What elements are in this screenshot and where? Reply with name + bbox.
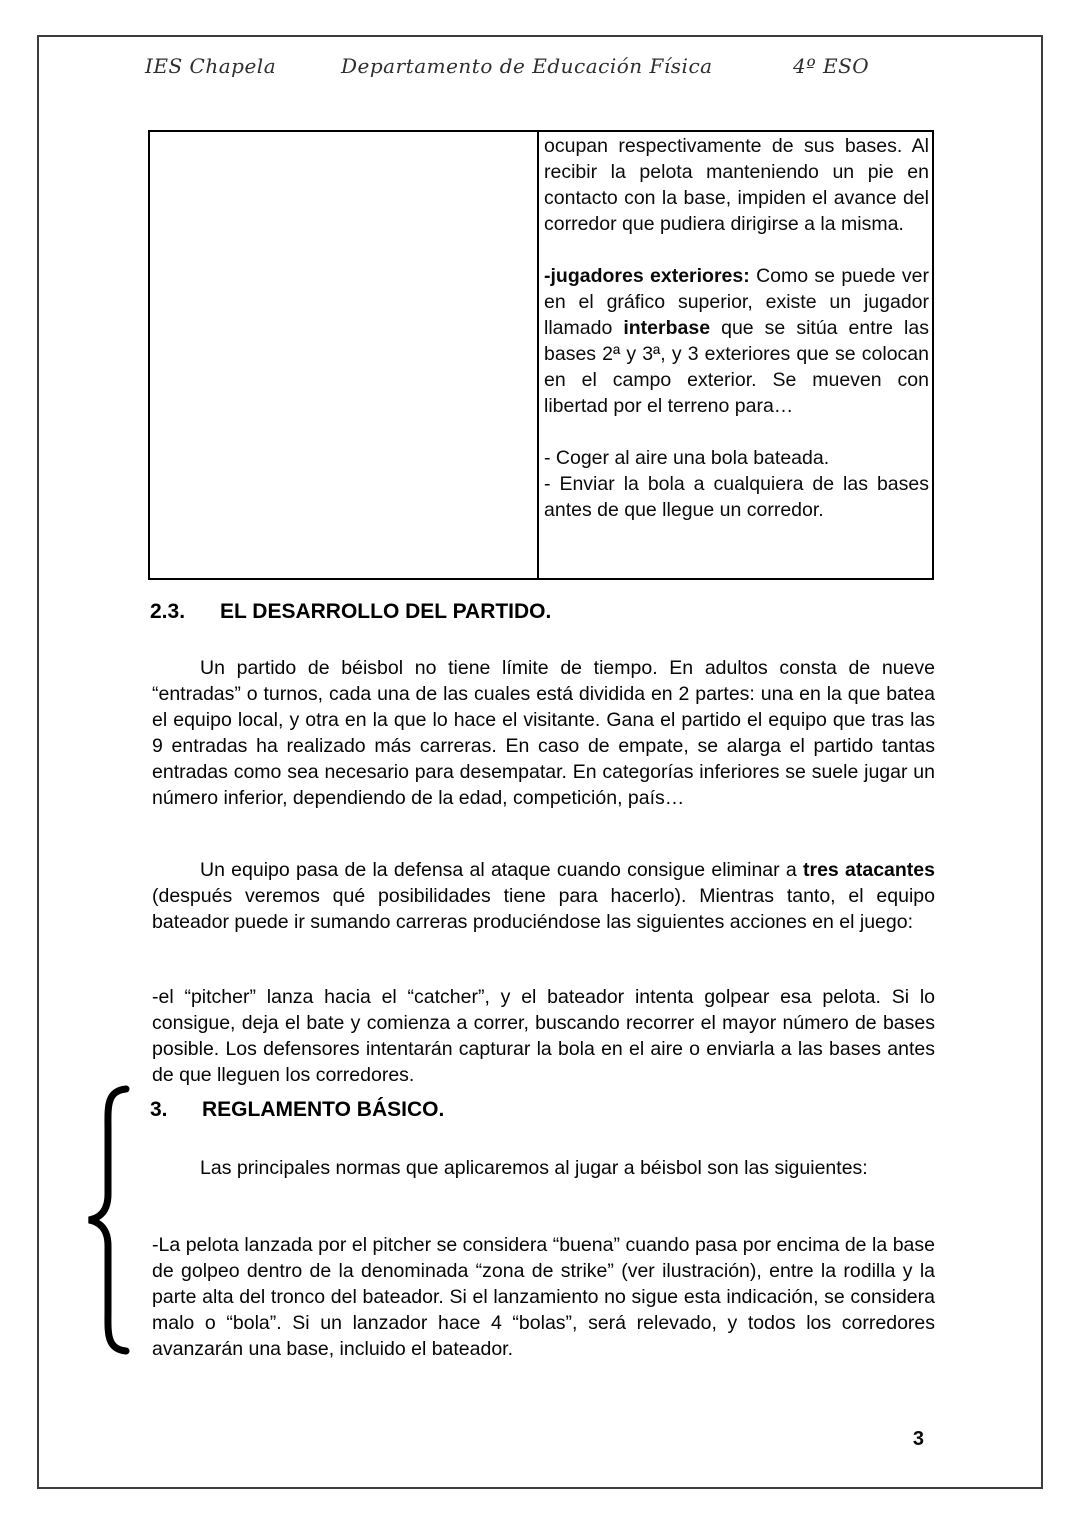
table-cell-left-empty [150,132,539,578]
section-title: EL DESARROLLO DEL PARTIDO. [220,600,552,623]
header-grade: 4º ESO [793,54,870,78]
section-heading-2-3 [150,600,551,624]
paragraph-pitcher-catcher: -el “pitcher” lanza hacia el “catcher”, y el bateador intenta golpear esa pelota. Si lo consigue, deja el bate y comienza a correr, buscando recorrer el mayor número de bases posible. Los defensores intentarán capturar la bola en el aire o enviarla a las bases antes de que lleguen los corredores. [152,986,935,1086]
page-number: 3 [912,1428,924,1450]
table-paragraph-exteriores: -jugadores exteriores: Como se puede ver en el gráfico superior, existe un jugador llamado interbase que se sitúa entre las bases 2ª y 3ª, y 3 exteriores que se colocan en el campo exterior. Se mueven con libertad por el terreno para… [544,265,929,417]
table-paragraph-bases: ocupan respectivamente de sus bases. Al recibir la pelota manteniendo un pie en contacto con la base, impiden el avance del corredor que pudiera dirigirse a la misma. [544,135,929,235]
bold-tres-atacantes: tres atacantes [803,859,935,881]
content-table [148,130,934,580]
section-heading-3 [150,1098,444,1122]
section-number: 2.3. [150,600,186,623]
paragraph-principales-normas: Las principales normas que aplicaremos al jugar a béisbol son las siguientes: [200,1157,868,1179]
paragraph-defensa-ataque: Un equipo pasa de la defensa al ataque cuando consigue eliminar a tres atacantes (después veremos qué posibilidades tiene para hacerlo). Mientras tanto, el equipo bateador puede ir sumando carreras produciéndose las siguientes acciones en el juego: [152,859,935,933]
table-bullet-item: - Enviar la bola a cualquiera de las bases antes de que llegue un corredor. [544,473,929,521]
paragraph-partido-beisbol: Un partido de béisbol no tiene límite de tiempo. En adultos consta de nueve “entradas” o turnos, cada una de las cuales está dividida en 2 partes: una en la que batea el equipo local, y otra en la que lo hace el visitante. Gana el partido el equipo que tras las 9 entradas ha realizado más carreras. En caso de empate, se alarga el partido tantas entradas como sea necesario para desempatar. En categorías inferiores se suele jugar un número inferior, dependiendo de la edad, competición, país… [152,657,935,809]
spacer [544,419,929,445]
section-title: REGLAMENTO BÁSICO. [202,1098,445,1121]
header-school-name: IES Chapela [145,54,277,78]
curly-brace-annotation [80,1084,134,1356]
spacer [544,237,929,263]
header-department: Departamento de Educación Física [341,54,713,78]
section-number: 3. [150,1098,168,1121]
bold-interbase: interbase [623,317,711,339]
bold-jugadores-exteriores: -jugadores exteriores: [544,265,750,287]
table-bullet-item: - Coger al aire una bola bateada. [544,447,830,469]
paragraph-zona-de-strike: -La pelota lanzada por el pitcher se considera “buena” cuando pasa por encima de la base de golpeo dentro de la denominada “zona de strike” (ver ilustración), entre la rodilla y la parte alta del tronco del bateador. Si el lanzamiento no sigue esta indicación, se considera malo o “bola”. Si un lanzador hace 4 “bolas”, será relevado, y todos los corredores avanzarán una base, incluido el bateador. [152,1234,935,1360]
table-cell-right [539,132,932,578]
